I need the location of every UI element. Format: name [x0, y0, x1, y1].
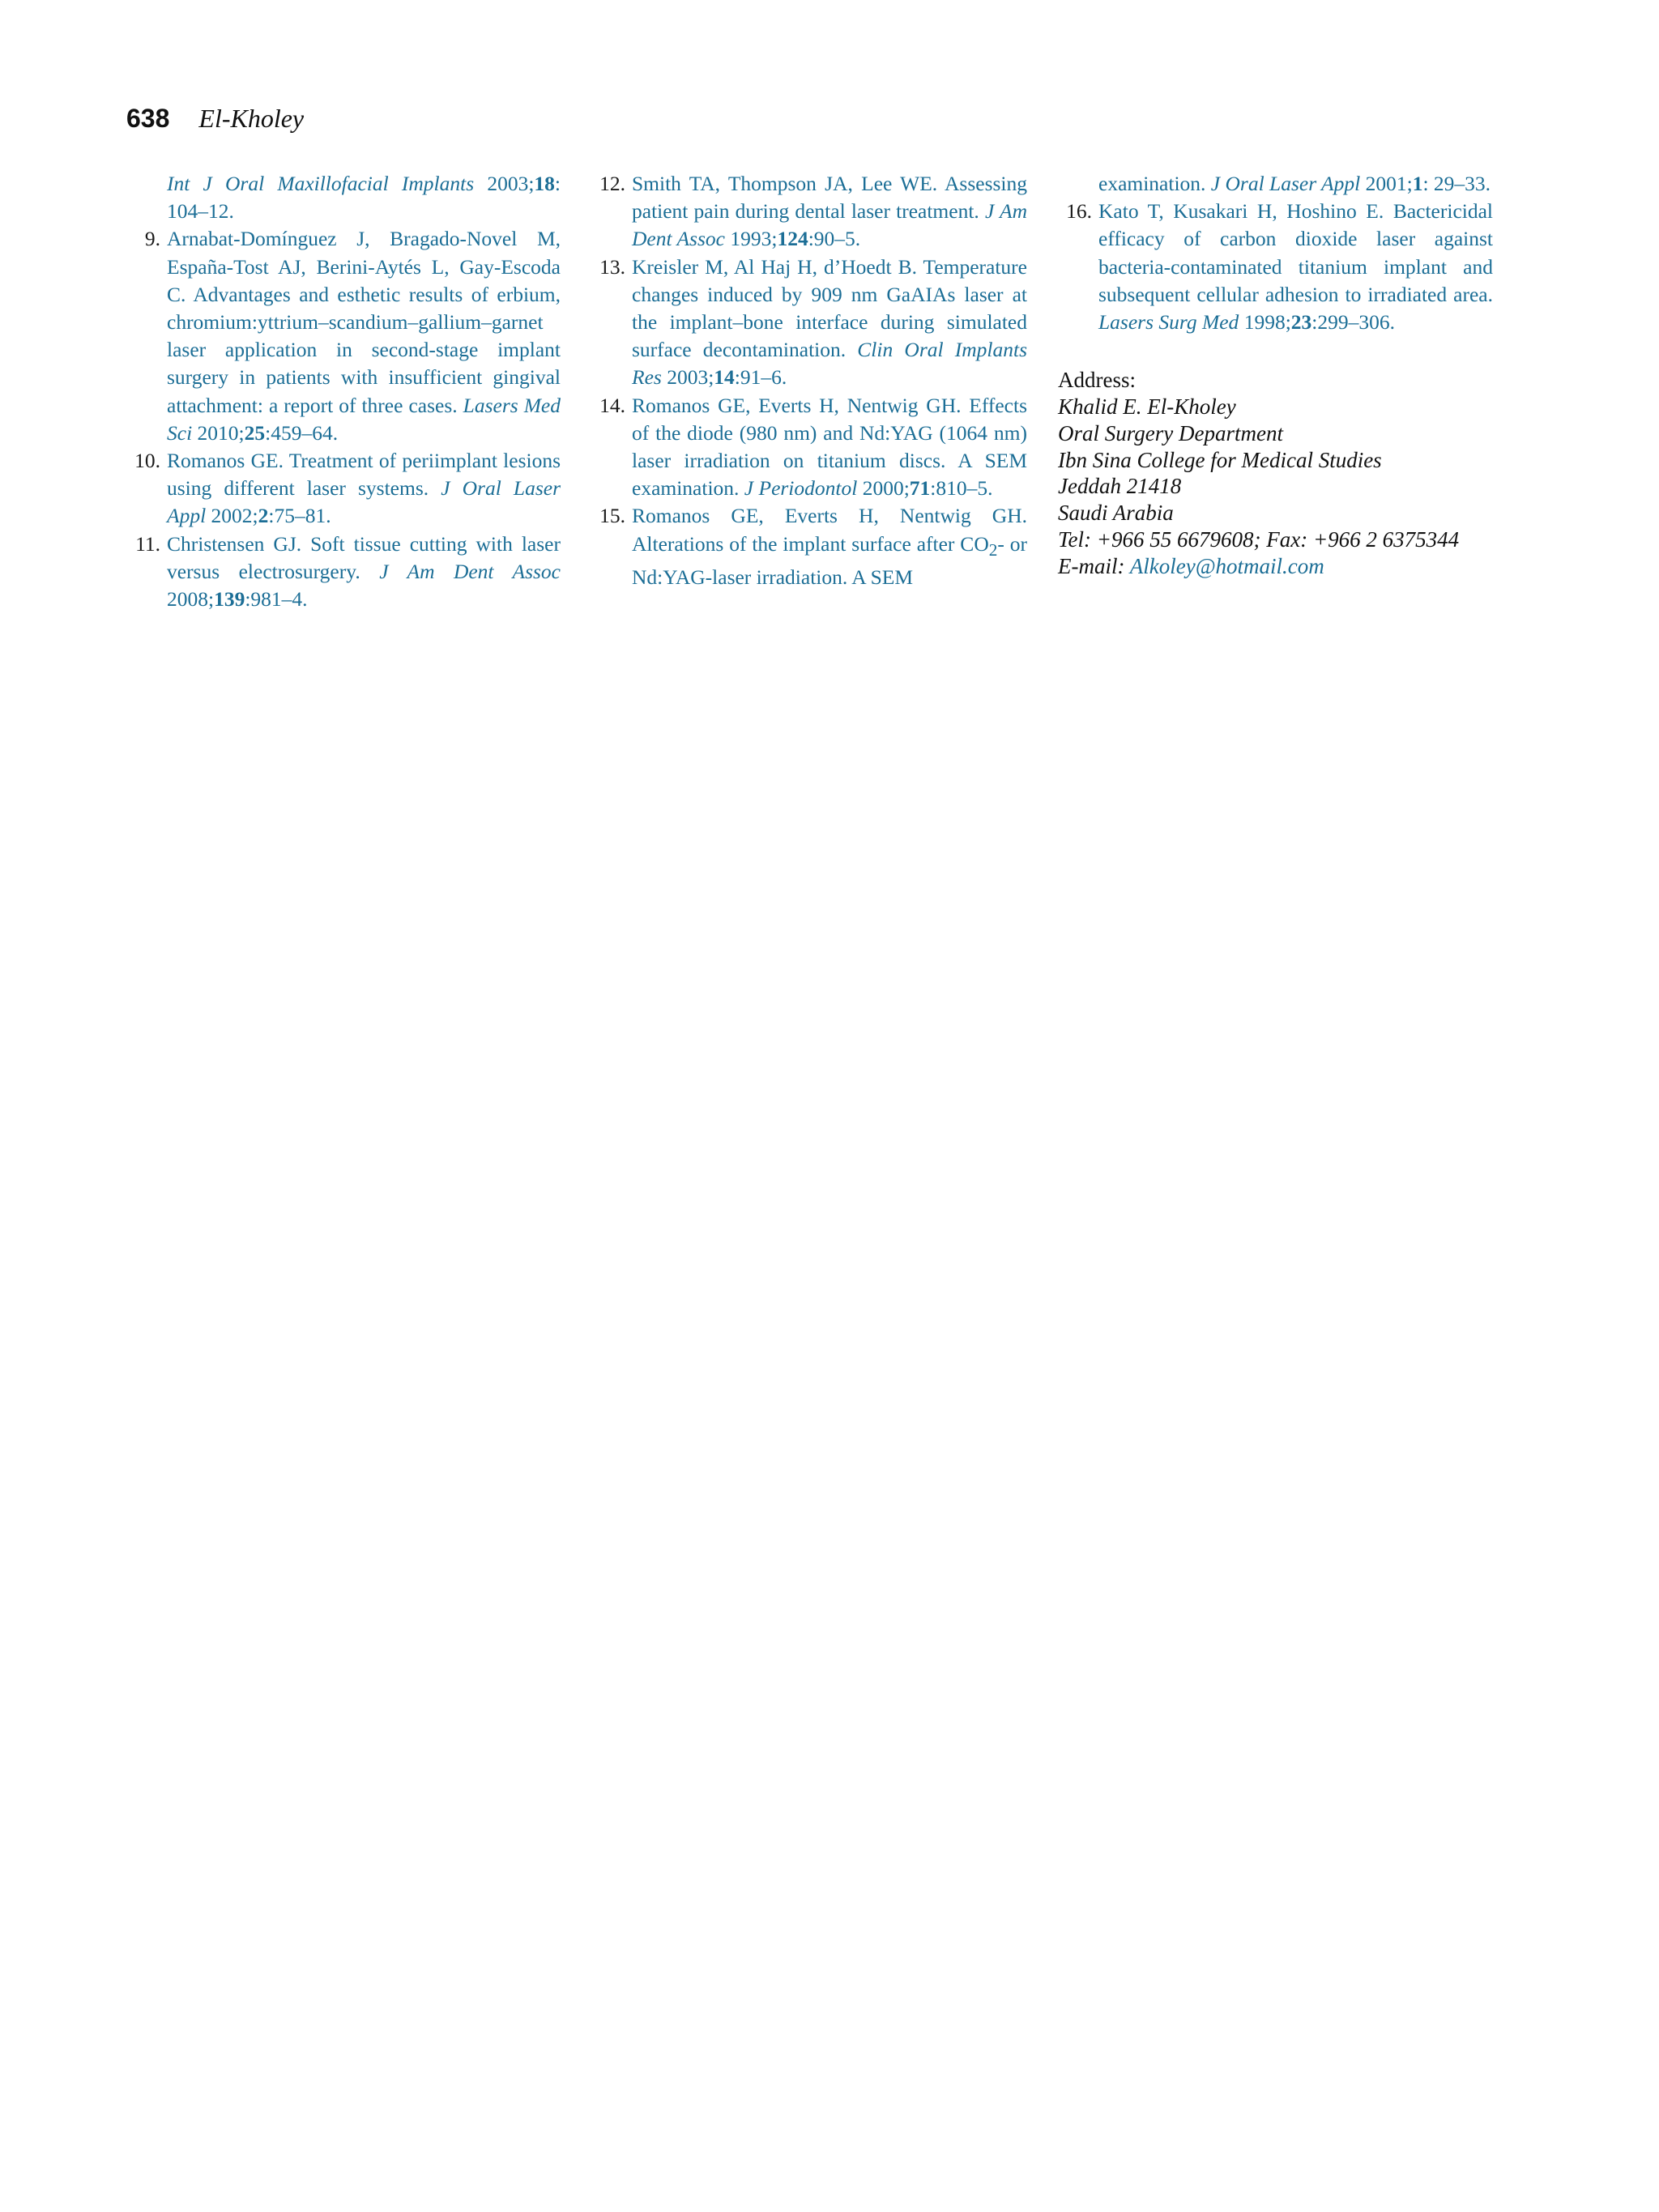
city: Jeddah 21418 [1058, 474, 1182, 499]
reference-pages: :90–5. [808, 227, 861, 251]
author-name: Khalid E. El-Kholey [1058, 394, 1236, 420]
reference-number: 16. [1066, 199, 1092, 224]
reference-11[interactable] [126, 531, 561, 614]
reference-journal: J Oral Laser Appl [1210, 172, 1361, 195]
reference-volume: 23 [1290, 310, 1312, 335]
reference-text: Romanos GE, Everts H, Nentwig GH. Effects of the diode (980 nm) and Nd:YAG (1064 nm) laser irradiation on titanium discs. A SEM examination. [632, 393, 1027, 501]
reference-number: 14. [599, 393, 625, 417]
reference-year: 2001; [1365, 172, 1413, 195]
reference-12[interactable] [591, 170, 1027, 254]
reference-journal: J Am Dent Assoc [632, 199, 1027, 251]
reference-journal: J Am Dent Assoc [379, 559, 561, 583]
reference-volume: 1 [1412, 172, 1423, 195]
reference-pages: : 104–12. [167, 172, 561, 224]
reference-pages: :459–64. [265, 420, 339, 445]
reference-text: Romanos GE. Treatment of periimplant lesions using different laser systems. [167, 449, 561, 501]
reference-14[interactable] [591, 392, 1027, 503]
reference-text: Arnabat-Domínguez J, Bragado-Novel M, España-Tost AJ, Berini-Aytés L, Gay-Escoda C. Advantages and esthetic results of erbium, chromium:yttrium–scandium–gallium–garnet laser application in second-stage implant surgery in patients with insufficient gingival attachment: a report of three cases. [167, 227, 561, 417]
email-label: E-mail: [1058, 553, 1125, 578]
reference-15-continued[interactable] [1058, 170, 1493, 198]
reference-year: 2003; [487, 172, 535, 195]
reference-13[interactable] [591, 254, 1027, 392]
reference-year: 2002; [211, 504, 258, 528]
reference-journal: J Periodontol [744, 476, 858, 501]
reference-number: 15. [599, 504, 625, 528]
reference-volume: 25 [244, 420, 266, 445]
reference-year: 2008; [167, 587, 215, 612]
reference-number: 11. [135, 531, 160, 556]
country: Saudi Arabia [1058, 501, 1174, 526]
reference-16[interactable] [1058, 198, 1493, 336]
reference-text: Christensen GJ. Soft tissue cutting with laser versus electrosurgery. [167, 531, 561, 583]
reference-pages: :91–6. [734, 365, 787, 390]
reference-year: 2003; [667, 365, 714, 390]
reference-pages: :75–81. [268, 504, 331, 528]
reference-volume: 2 [258, 504, 269, 528]
reference-9[interactable] [126, 225, 561, 447]
page-header [126, 104, 304, 139]
running-head: El-Kholey [198, 104, 305, 133]
column-1 [126, 170, 561, 613]
email-line [1058, 553, 1493, 580]
reference-number: 9. [144, 227, 160, 251]
page-number: 638 [126, 104, 170, 133]
reference-journal: Int J Oral Maxillofacial Implants [167, 172, 475, 195]
column-2 [591, 170, 1027, 591]
email-link[interactable]: Alkoley@hotmail.com [1129, 553, 1324, 578]
reference-journal: J Oral Laser Appl [167, 476, 561, 528]
reference-volume: 124 [777, 227, 808, 251]
reference-journal: Lasers Surg Med [1098, 310, 1239, 335]
reference-volume: 14 [714, 365, 735, 390]
reference-year: 1998; [1243, 310, 1291, 335]
reference-subscript: 2 [988, 539, 998, 560]
reference-8-continued[interactable] [126, 170, 561, 225]
reference-text: Kato T, Kusakari H, Hoshino E. Bactericidal efficacy of carbon dioxide laser against bacteria-contaminated titanium implant and subsequent cellular adhesion to irradiated area. [1098, 199, 1493, 306]
reference-15[interactable] [591, 502, 1027, 591]
institution: Ibn Sina College for Medical Studies [1058, 447, 1382, 472]
reference-year: 1993; [730, 227, 778, 251]
reference-text: Kreisler M, Al Haj H, d’Hoedt B. Temperature changes induced by 909 nm GaAIAs laser at the implant–bone interface during simulated surface decontamination. [632, 254, 1027, 362]
correspondence-address [1058, 367, 1493, 579]
reference-volume: 18 [534, 172, 555, 195]
reference-text-continued: - or Nd:YAG-laser irradiation. A SEM [632, 531, 1027, 589]
reference-text: Smith TA, Thompson JA, Lee WE. Assessing patient pain during dental laser treatment. [632, 172, 1027, 224]
reference-10[interactable] [126, 447, 561, 531]
reference-pages: :299–306. [1311, 310, 1395, 335]
reference-text: Romanos GE, Everts H, Nentwig GH. Alterations of the implant surface after CO [632, 504, 1027, 556]
department: Oral Surgery Department [1058, 420, 1283, 445]
reference-pages: :981–4. [245, 587, 308, 612]
column-3 [1058, 170, 1493, 580]
reference-number: 12. [599, 172, 625, 195]
reference-journal: Clin Oral Implants Res [632, 338, 1027, 390]
reference-number: 10. [134, 449, 160, 473]
reference-volume: 71 [909, 476, 931, 501]
reference-number: 13. [599, 254, 625, 279]
reference-year: 2010; [197, 420, 245, 445]
reference-text: examination. [1098, 172, 1206, 195]
reference-pages: :810–5. [930, 476, 993, 501]
address-label: Address: [1058, 368, 1136, 393]
reference-year: 2000; [862, 476, 910, 501]
reference-volume: 139 [214, 587, 245, 612]
reference-journal: Lasers Med Sci [167, 393, 561, 445]
reference-pages: : 29–33. [1422, 172, 1491, 195]
phone-fax: Tel: +966 55 6679608; Fax: +966 2 6375344 [1058, 527, 1460, 552]
